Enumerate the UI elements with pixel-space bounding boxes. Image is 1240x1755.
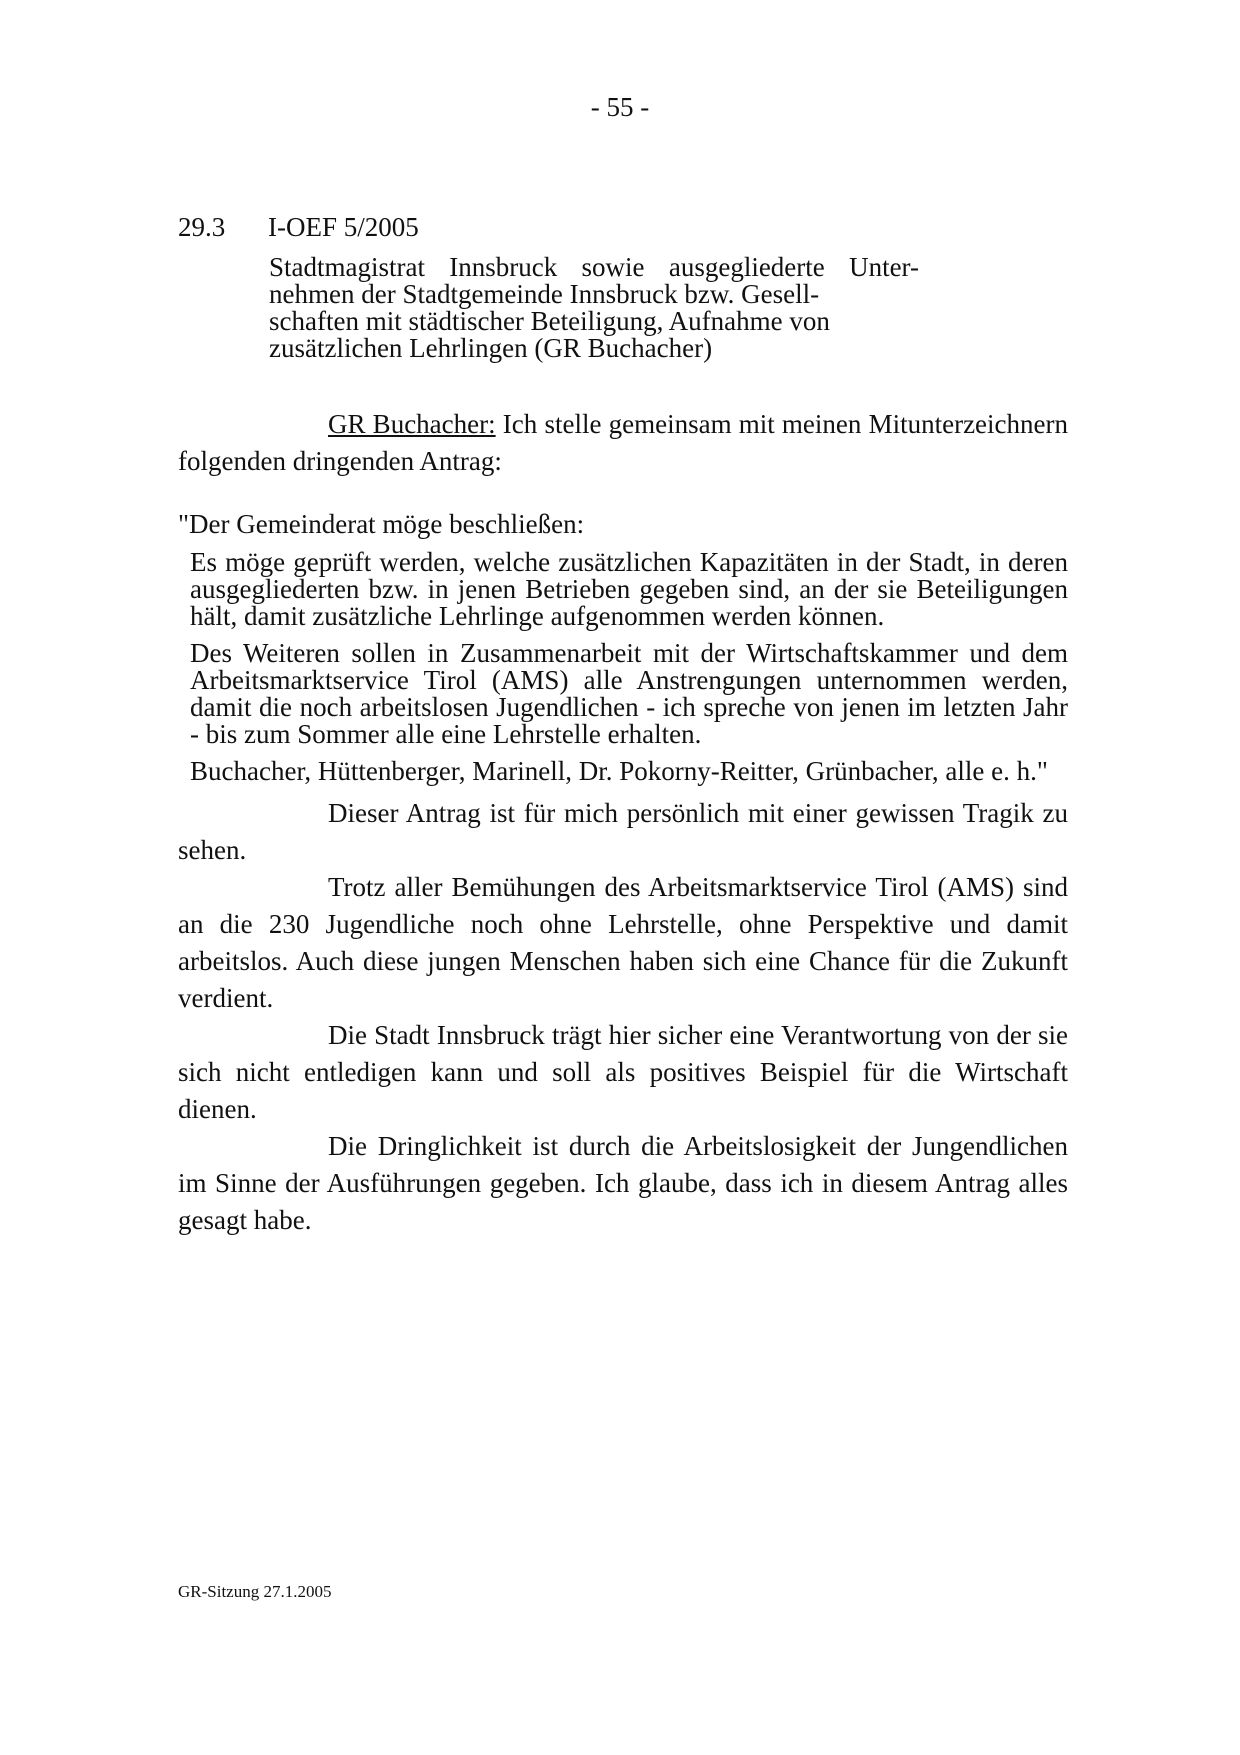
agenda-item-title-line: Stadtmagistrat Innsbruck sowie ausgegliederte Unter- [269, 252, 919, 282]
agenda-item-title-line: nehmen der Stadtgemeinde Innsbruck bzw. Gesell- [269, 279, 820, 309]
motion-paragraph: Es möge geprüft werden, welche zusätzlichen Kapazitäten in der Stadt, in deren ausgegliederten bzw. in jenen Betrieben gegeben sind, an der sie Beteiligungen hält, damit zusätzliche Lehrlinge aufgenommen werden können. [190, 547, 1068, 631]
agenda-item [178, 210, 1078, 362]
agenda-item-title-line: zusätzlichen Lehrlingen (GR Buchacher) [269, 333, 713, 363]
motion-opening: "Der Gemeinderat möge beschließen: [178, 509, 585, 539]
speaker-name: GR Buchacher: [328, 409, 496, 439]
agenda-item-title [269, 254, 919, 362]
page-footer: GR-Sitzung 27.1.2005 [178, 1582, 332, 1601]
speech-intro [178, 406, 1068, 480]
speech-intro-text: Ich stelle gemeinsam mit meinen Mitunterzeichnern folgenden dringenden Antrag: [178, 409, 1068, 476]
agenda-item-header [178, 210, 1078, 244]
page-number: - 55 - [590, 92, 650, 122]
agenda-item-number: 29.3 [178, 212, 226, 242]
speech-body [178, 406, 1068, 1239]
agenda-item-title-line: schaften mit städtischer Beteiligung, Aufnahme von [269, 306, 830, 336]
speech-paragraph: Die Stadt Innsbruck trägt hier sicher eine Verantwortung von der sie sich nicht entledigen kann und soll als positives Beispiel für die Wirtschaft dienen. [178, 1020, 1068, 1124]
speech-paragraph: Die Dringlichkeit ist durch die Arbeitslosigkeit der Jungendlichen im Sinne der Ausführungen gegeben. Ich glaube, dass ich in diesem Antrag alles gesagt habe. [178, 1131, 1068, 1235]
speech-paragraph: Trotz aller Bemühungen des Arbeitsmarktservice Tirol (AMS) sind an die 230 Jugendliche noch ohne Lehrstelle, ohne Perspektive und damit arbeitslos. Auch diese jungen Menschen haben sich eine Chance für die Zukunft verdient. [178, 872, 1068, 1013]
motion-paragraph: Des Weiteren sollen in Zusammenarbeit mit der Wirtschaftskammer und dem Arbeitsmarktservice Tirol (AMS) alle Anstrengungen unternommen werden, damit die noch arbeitslosen Jugendlichen - ich spreche von jenen im letzten Jahr - bis zum Sommer alle eine Lehrstelle erhalten. [190, 638, 1068, 749]
speech-paragraph: Dieser Antrag ist für mich persönlich mit einer gewissen Tragik zu sehen. [178, 798, 1068, 865]
agenda-item-reference: I-OEF 5/2005 [268, 212, 419, 242]
motion-text [190, 549, 1068, 785]
motion-signatories: Buchacher, Hüttenberger, Marinell, Dr. Pokorny-Reitter, Grünbacher, alle e. h." [190, 756, 1048, 786]
